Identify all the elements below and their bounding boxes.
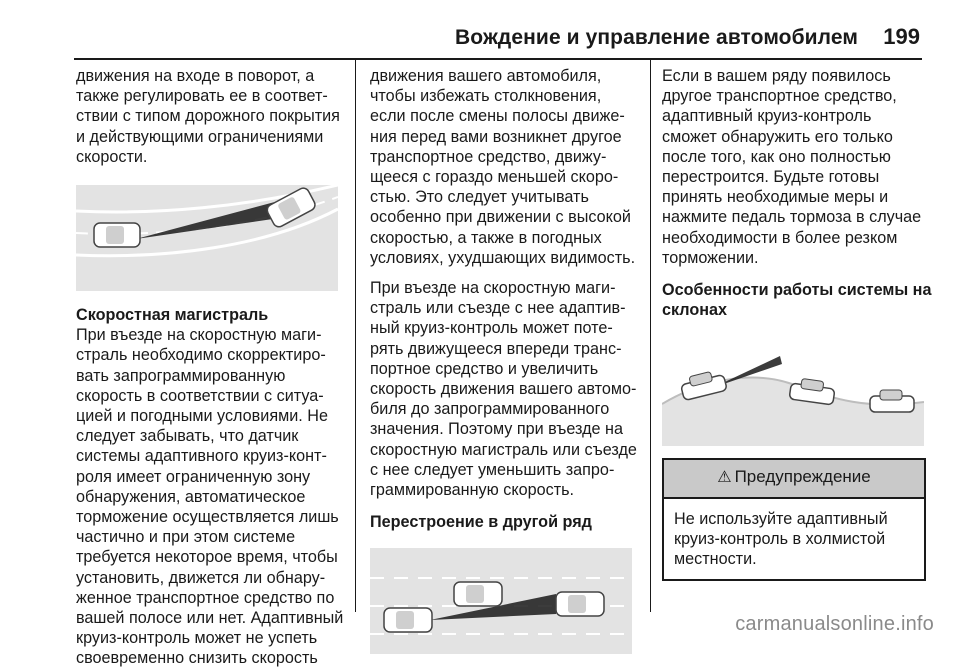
- merging-car-icon: [454, 582, 502, 606]
- col1-body: При въезде на скоростную маги- страль необходимо скорректиро- вать запрограммированную скорость в соответствии с ситуа- цией и погодными условиями. Не следует забывать, что датчик системы адаптивного круиз-конт- роля имеет ограниченную зону обнаружения, автоматическое торможение осуществляется лишь частично и при этом системе требуется некоторое время, чтобы установить, движется ли обнару- женное транспортное средство по вашей полосе или нет. Адаптивный круиз-контроль может не успеть своевременно снизить скорость: [76, 326, 344, 668]
- page-number: 199: [883, 24, 920, 49]
- column-divider-1: [355, 60, 356, 612]
- own-car-icon: [384, 608, 432, 632]
- own-car-icon: [94, 223, 140, 247]
- col2-paragraph-1: движения вашего автомобиля, чтобы избежать столкновения, если после смены полосы движе- ния перед вами возникнет другое транспортное средство, движу- щееся с гораздо меньшей скоро- стью. Это следует учитывать особенно при движении с высокой скоростью, а также в погодных условиях, ухудшающих видимость.: [370, 67, 636, 267]
- warning-triangle-icon: ⚠: [717, 469, 732, 487]
- column-3: [662, 60, 932, 608]
- col2-paragraph-2: При въезде на скоростную маги- страль или съезде с нее адаптив- ный круиз-контроль может поте- рять движущееся впереди транс- портное средство и увеличить скорость движения вашего автомо- биля до запрограммированного значения. Поэтому при въезде на скоростную магистраль или съезде с нее следует уменьшить запро- граммированную скорость.: [370, 279, 637, 500]
- column-2: [370, 60, 642, 608]
- col1-intro: движения на входе в поворот, а также регулировать ее в соответ- ствии с типом дорожного покрытия и действующими ограничениями скорости.: [76, 67, 340, 166]
- column-divider-2: [650, 60, 651, 612]
- col3-paragraph-1: Если в вашем ряду появилось другое транспортное средство, адаптивный круиз-контроль сможет обнаружить его только после того, как оно полностью перестроится. Будьте готовы принять необходимые меры и нажмите педаль тормоза в случае необходимости в более резком торможении.: [662, 67, 922, 267]
- warning-body: Не используйте адаптивный круиз-контроль в холмистой местности.: [674, 509, 888, 569]
- section-heading-highway: Скоростная магистраль: [76, 306, 269, 325]
- hill-illustration: [662, 340, 924, 446]
- warning-title: ⚠ Предупреждение: [664, 460, 924, 498]
- section-heading-lane-change: Перестроение в другой ряд: [370, 513, 592, 532]
- column-1: [76, 60, 352, 668]
- curve-road-illustration: [76, 185, 338, 291]
- lead-car-icon: [556, 592, 604, 616]
- page-title: Вождение и управление автомобилем: [455, 26, 858, 49]
- warning-box: [662, 458, 926, 581]
- section-heading-slopes: Особенности работы системы на склонах: [662, 281, 932, 320]
- lane-change-illustration: [370, 548, 632, 654]
- watermark: carmanualsonline.info: [735, 613, 934, 635]
